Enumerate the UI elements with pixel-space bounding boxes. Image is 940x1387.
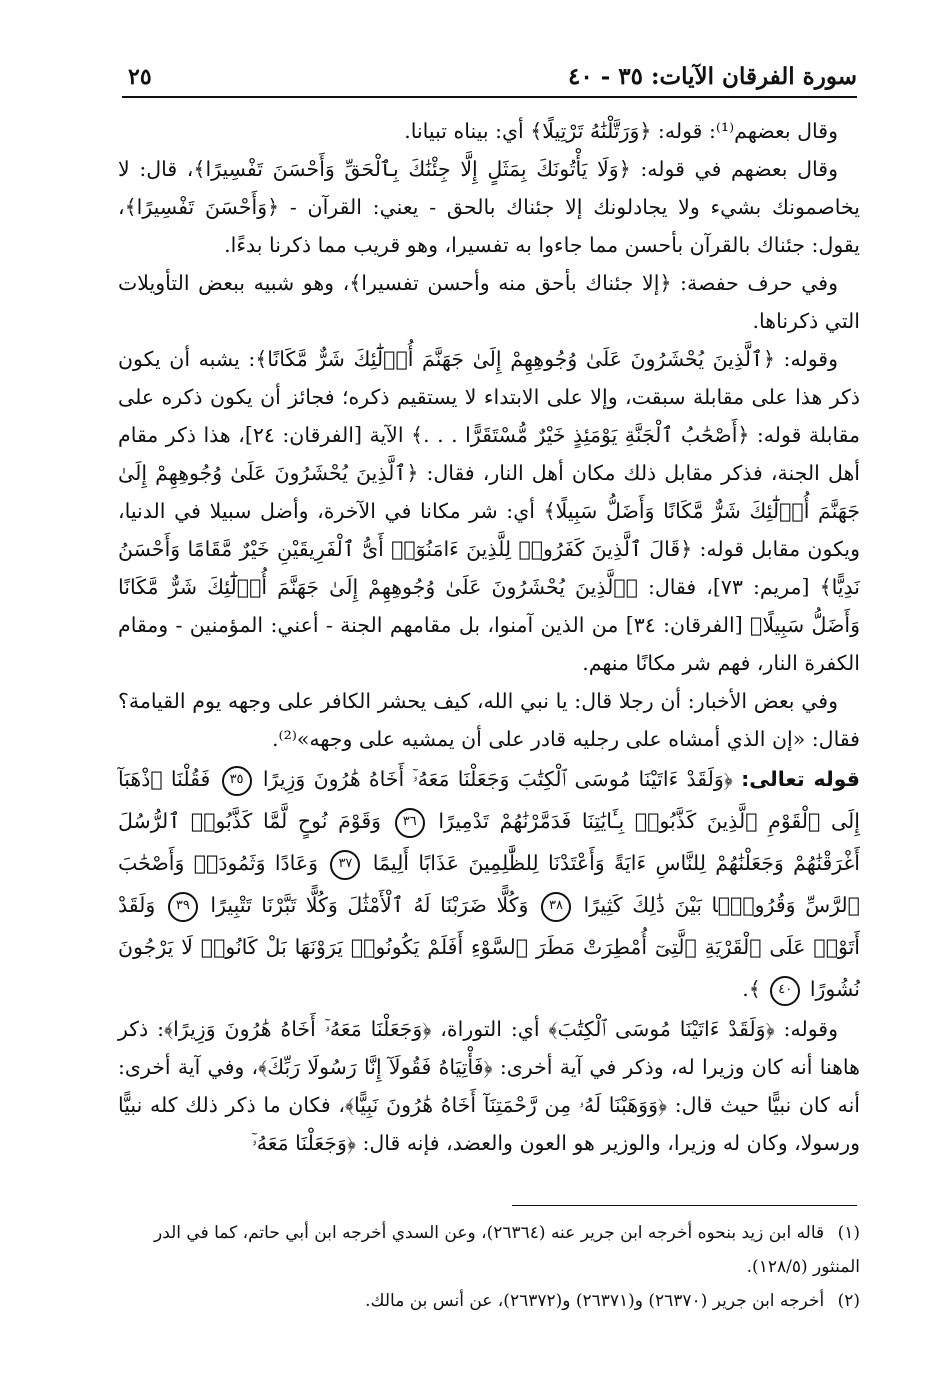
ayah-number-marker: ٣٥: [222, 766, 252, 796]
footnote-number: (١): [837, 1223, 860, 1243]
main-text: [118, 112, 860, 1162]
paragraph: وقوله: ﴿ٱلَّذِينَ يُحْشَرُونَ عَلَىٰ وُجُوهِهِمْ إِلَىٰ جَهَنَّمَ أُو۟لَٰٓئِكَ شَرٌّ مَّكَانًا﴾: يشبه أن يكون ذكر هذا على مقابلة سبقت، وإلا على الابتداء لا يستقيم ذكره؛ فجائز أن يكون ذكره على مقابلة قوله: ﴿أَصْحَٰبُ ٱلْجَنَّةِ يَوْمَئِذٍ خَيْرٌ مُّسْتَقَرًّا . . .﴾ الآية [الفرقان: ٢٤]، هذا ذكر مقام أهل الجنة، فذكر مقابل ذلك مكان أهل النار، فقال: ﴿ٱلَّذِينَ يُحْشَرُونَ عَلَىٰ وُجُوهِهِمْ إِلَىٰ جَهَنَّمَ أُو۟لَٰٓئِكَ شَرٌّ مَّكَانًا وَأَضَلُّ سَبِيلًا﴾ أي: شر مكانا في الآخرة، وأضل سبيلا في الدنيا، ويكون مقابل قوله: ﴿قَالَ ٱلَّذِينَ كَفَرُوا۟ لِلَّذِينَ ءَامَنُوٓا۟ أَىُّ ٱلْفَرِيقَيْنِ خَيْرٌ مَّقَامًا وَأَحْسَنُ نَدِيًّا﴾ [مريم: ٧٣]، فقال: ﴿ٱلَّذِينَ يُحْشَرُونَ عَلَىٰ وُجُوهِهِمْ إِلَىٰ جَهَنَّمَ أُو۟لَٰٓئِكَ شَرٌّ مَّكَانًا وَأَضَلُّ سَبِيلًا﴾ [الفرقان: ٣٤] من الذين آمنوا، بل مقامهم الجنة - أعني: المؤمنين - ومقام الكفرة النار، فهم شر مكانًا منهم.: [118, 347, 860, 675]
verse-text: فَقُلْنَا ٱذْهَبَآ إِلَى ٱلْقَوْمِ ٱلَّذِينَ كَذَّبُوا۟ بِـَٔايَٰتِنَا فَدَمَّرْنَٰهُمْ تَدْمِيرًا: [118, 767, 860, 833]
ayah-number-marker: ٣٧: [330, 850, 360, 880]
paragraph: وقال بعضهم في قوله: ﴿وَلَا يَأْتُونَكَ بِمَثَلٍ إِلَّا جِئْنَٰكَ بِٱلْحَقِّ وَأَحْسَنَ تَفْسِيرًا﴾، قال: لا يخاصمونك بشيء ولا يجادلونك إلا جئناك بالحق - يعني: القرآن - ﴿وَأَحْسَنَ تَفْسِيرًا﴾، يقول: جئناك بالقرآن بأحسن مما جاءوا به تفسيرا، وهو قريب مما ذكرنا بدءًا.: [118, 157, 860, 257]
verse-closing-bracket: ﴾.: [742, 977, 761, 1001]
footnote-number: (٢): [837, 1291, 860, 1311]
verse-text: وَلَقَدْ أَتَوْا۟ عَلَى ٱلْقَرْيَةِ ٱلَّتِىٓ أُمْطِرَتْ مَطَرَ ٱلسَّوْءِ أَفَلَمْ يَكُونُوا۟ يَرَوْنَهَا بَلْ كَانُوا۟ لَا يَرْجُونَ نُشُورًا: [118, 893, 860, 1001]
verse-text: ﴿وَلَقَدْ ءَاتَيْنَا مُوسَى ٱلْكِتَٰبَ وَجَعَلْنَا مَعَهُۥٓ أَخَاهُ هَٰرُونَ وَزِيرًا: [262, 767, 733, 791]
page-number: ٢٥: [128, 64, 152, 90]
page-header: [122, 52, 857, 98]
footnote: [118, 1216, 860, 1284]
footnote-text: قاله ابن زيد بنحوه أخرجه ابن جرير عنه (٢٦٣٦٤)، وعن السدي أخرجه ابن أبي حاتم، كما في الدر المنثور (١٢٨/٥).: [153, 1223, 860, 1277]
ayah-number-marker: ٤٠: [770, 976, 800, 1006]
running-title: سورة الفرقان الآيات: ٣٥ - ٤٠: [567, 63, 857, 90]
paragraph: وفي بعض الأخبار: أن رجلا قال: يا نبي الله، كيف يحشر الكافر على وجهه يوم القيامة؟ فقال: «إن الذي أمشاه على رجليه قادر على أن يمشيه على وجهه»⁽²⁾.: [118, 689, 860, 751]
paragraph: وقوله: ﴿وَلَقَدْ ءَاتَيْنَا مُوسَى ٱلْكِتَٰبَ﴾ أي: التوراة، ﴿وَجَعَلْنَا مَعَهُۥٓ أَخَاهُ هَٰرُونَ وَزِيرًا﴾: ذكر هاهنا أنه كان وزيرا له، وذكر في آية أخرى: ﴿فَأْتِيَاهُ فَقُولَآ إِنَّا رَسُولَا رَبِّكَ﴾، وفي آية أخرى: أنه كان نبيًّا حيث قال: ﴿وَوَهَبْنَا لَهُۥ مِن رَّحْمَتِنَآ أَخَاهُ هَٰرُونَ نَبِيًّا﴾، فكان ما ذكر ذلك كله نبيًّا ورسولا، وكان له وزيرا، والوزير هو العون والعضد، فإنه قال: ﴿وَجَعَلْنَا مَعَهُۥٓ: [118, 1017, 860, 1155]
verse-intro-label: قوله تعالى:: [741, 767, 860, 791]
paragraph: وقال بعضهم⁽¹⁾: قوله: ﴿وَرَتَّلْنَٰهُ تَرْتِيلًا﴾ أي: بيناه تبيانا.: [404, 119, 838, 143]
ayah-number-marker: ٣٦: [395, 808, 425, 838]
paragraph: وفي حرف حفصة: ﴿إلا جئناك بأحق منه وأحسن تفسيرا﴾، وهو شبيه ببعض التأويلات التي ذكرناها.: [118, 271, 860, 333]
footnote-text: أخرجه ابن جرير (٢٦٣٧٠) و(٢٦٣٧١) و(٢٦٣٧٢)، عن أنس بن مالك.: [365, 1291, 825, 1311]
footnote-divider: [512, 1205, 857, 1206]
footnotes: [118, 1216, 860, 1318]
footnote: [118, 1284, 860, 1318]
ayah-number-marker: ٣٩: [168, 892, 198, 922]
verse-text: وَقَوْمَ نُوحٍ لَّمَّا كَذَّبُوا۟ ٱلرُّسُلَ أَغْرَقْنَٰهُمْ وَجَعَلْنَٰهُمْ لِلنَّاسِ ءَايَةً وَأَعْتَدْنَا لِلظَّٰلِمِينَ عَذَابًا أَلِيمًا: [118, 809, 860, 875]
quran-verses-block: [118, 758, 860, 1010]
verse-text: وَعَادًا وَثَمُودَا۟ وَأَصْحَٰبَ ٱلرَّسِّ وَقُرُونًۢا بَيْنَ ذَٰلِكَ كَثِيرًا: [118, 851, 860, 917]
verse-text: وَكُلًّا ضَرَبْنَا لَهُ ٱلْأَمْثَٰلَ وَكُلًّا تَبَّرْنَا تَتْبِيرًا: [210, 893, 529, 917]
ayah-number-marker: ٣٨: [541, 892, 571, 922]
